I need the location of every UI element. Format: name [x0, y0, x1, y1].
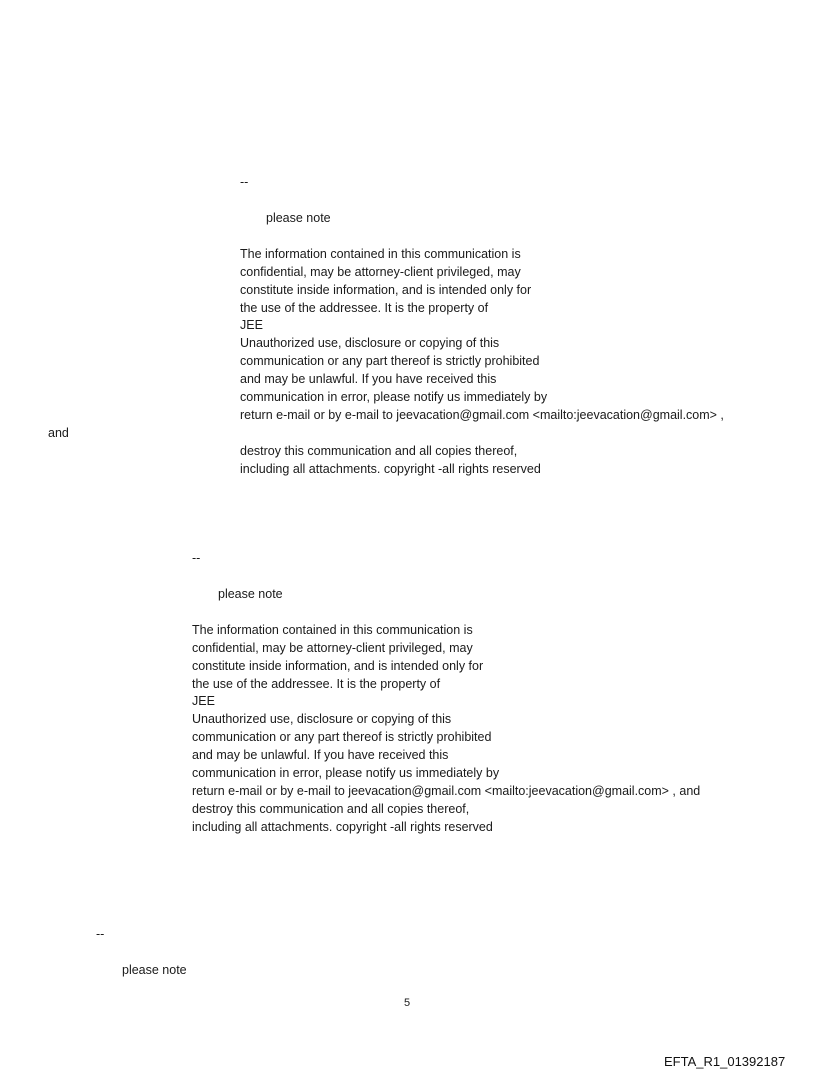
- block1-separator: --: [240, 175, 249, 189]
- block1-line: Unauthorized use, disclosure or copying of this: [240, 336, 500, 350]
- block1-line: constitute inside information, and is intended only for: [240, 283, 532, 297]
- block2-line: Unauthorized use, disclosure or copying of this: [192, 712, 452, 726]
- block2-line: and may be unlawful. If you have received this: [192, 748, 449, 762]
- block1-line: JEE: [240, 318, 263, 332]
- block2-line: JEE: [192, 694, 215, 708]
- document-id: EFTA_R1_01392187: [664, 1054, 786, 1069]
- block2-note-heading: please note: [218, 587, 283, 601]
- block1-line: the use of the addressee. It is the property of: [240, 301, 489, 315]
- block2-line: communication in error, please notify us immediately by: [192, 766, 500, 780]
- block2-separator: --: [192, 551, 201, 565]
- block1-line: return e-mail or by e-mail to jeevacation@gmail.com <mailto:jeevacation@gmail.com> ,: [240, 408, 724, 422]
- block2-line: including all attachments. copyright -all rights reserved: [192, 820, 493, 834]
- block1-line: The information contained in this communication is: [240, 247, 521, 261]
- block1-line: and may be unlawful. If you have received this: [240, 372, 497, 386]
- block1-line: including all attachments. copyright -all rights reserved: [240, 462, 541, 476]
- block1-wrapped-word: and: [48, 426, 69, 440]
- block1-line: communication in error, please notify us immediately by: [240, 390, 548, 404]
- block1-line: communication or any part thereof is strictly prohibited: [240, 354, 540, 368]
- block2-line: return e-mail or by e-mail to jeevacation@gmail.com <mailto:jeevacation@gmail.com> , and: [192, 784, 701, 798]
- block3-note-heading: please note: [122, 963, 187, 977]
- block2-line: communication or any part thereof is strictly prohibited: [192, 730, 492, 744]
- block1-line: confidential, may be attorney-client privileged, may: [240, 265, 521, 279]
- block2-line: destroy this communication and all copies thereof,: [192, 802, 470, 816]
- block2-line: the use of the addressee. It is the property of: [192, 677, 441, 691]
- block1-note-heading: please note: [266, 211, 331, 225]
- block2-line: constitute inside information, and is intended only for: [192, 659, 484, 673]
- page-number: 5: [404, 997, 411, 1009]
- block2-line: The information contained in this communication is: [192, 623, 473, 637]
- block3-separator: --: [96, 927, 105, 941]
- block2-line: confidential, may be attorney-client privileged, may: [192, 641, 473, 655]
- block1-line: destroy this communication and all copies thereof,: [240, 444, 518, 458]
